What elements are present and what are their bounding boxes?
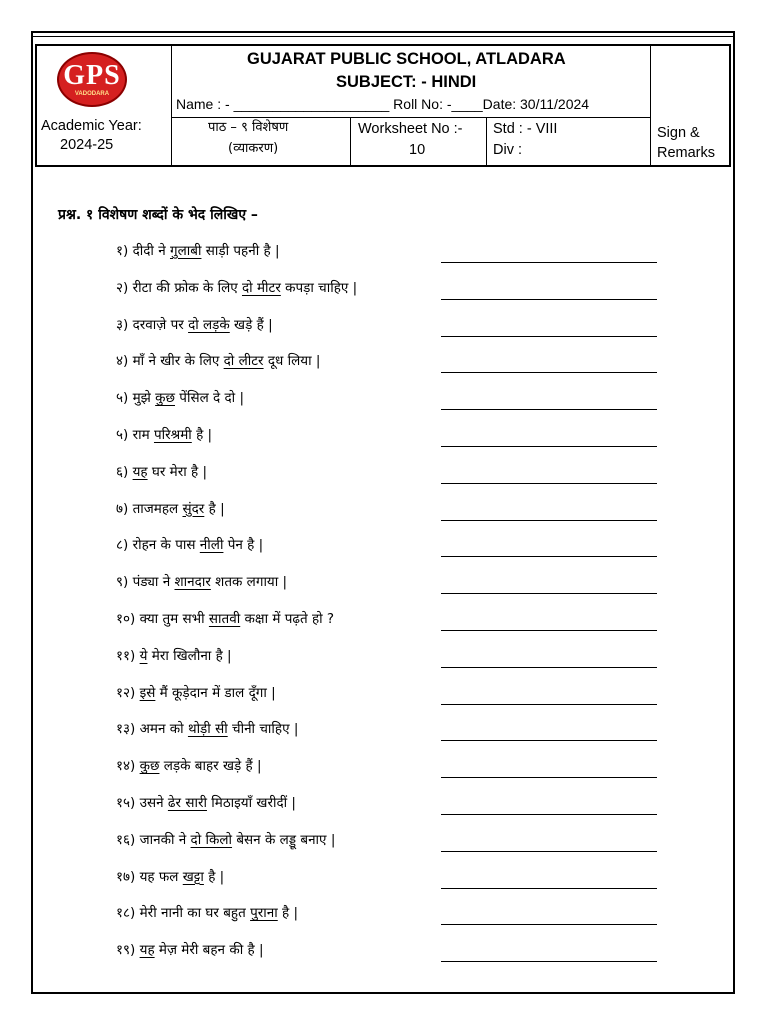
item-text: मैं कूड़ेदान में डाल दूँगा | — [155, 684, 276, 701]
header-divider — [486, 117, 487, 167]
answer-blank[interactable] — [441, 961, 657, 962]
item-text: १७) यह फल — [116, 868, 183, 885]
item-underlined-word: यह — [132, 463, 148, 480]
question-item — [116, 539, 263, 553]
question-item — [116, 831, 336, 848]
question-item — [116, 392, 244, 406]
school-name: GUJARAT PUBLIC SCHOOL, ATLADARA — [247, 50, 566, 68]
item-underlined-word: सुंदर — [182, 500, 205, 517]
question-item — [116, 576, 287, 590]
item-text: मिठाइयाँ खरीदीं | — [206, 795, 296, 811]
item-text: कपड़ा चाहिए | — [280, 279, 358, 296]
item-text: ११) — [116, 647, 140, 664]
question-item — [116, 463, 208, 480]
item-text: १८) मेरी नानी का घर बहुत — [116, 905, 251, 922]
item-text: पेन है | — [223, 537, 264, 554]
answer-blank[interactable] — [441, 888, 657, 889]
item-text: मेज़ मेरी बहन की है | — [154, 942, 264, 959]
item-text: है | — [204, 500, 225, 517]
item-text: ५) राम — [116, 427, 154, 443]
item-underlined-word: कुछ — [139, 758, 160, 775]
name-rollno-date: Name : - ____________________ Roll No: -____Date: 30/11/2024 — [176, 96, 590, 112]
answer-blank[interactable] — [441, 262, 657, 263]
answer-blank[interactable] — [441, 556, 657, 557]
item-text: १३) अमन को — [116, 721, 188, 738]
answer-blank[interactable] — [441, 446, 657, 447]
item-text: ३) दरवाज़े पर — [116, 316, 189, 333]
item-text: ७) ताजमहल — [116, 500, 183, 517]
question-item — [116, 760, 262, 774]
item-underlined-word: थोड़ी सी — [187, 721, 228, 738]
item-text: १२) — [116, 684, 140, 701]
item-underlined-word: दो लड़के — [188, 316, 230, 333]
header-divider — [650, 44, 651, 167]
item-text: दूध लिया | — [263, 353, 321, 370]
item-text: ८) रोहन के पास — [116, 537, 200, 554]
item-underlined-word: पुराना — [250, 905, 278, 922]
item-text: घर मेरा है | — [147, 463, 208, 480]
answer-blank[interactable] — [441, 299, 657, 300]
item-text: ५) मुझे — [116, 390, 156, 407]
worksheet-label: Worksheet No :- — [358, 121, 463, 137]
item-underlined-word: कुछ — [155, 390, 175, 407]
question-item — [116, 684, 276, 701]
question-item — [116, 245, 280, 259]
page-top-rule — [31, 36, 735, 37]
item-text: १५) उसने — [116, 795, 168, 811]
item-underlined-word: दो मीटर — [241, 279, 281, 296]
answer-blank[interactable] — [441, 924, 657, 925]
logo-subtext: VADODARA — [74, 91, 110, 97]
item-underlined-word: शानदार — [174, 574, 211, 591]
item-underlined-word: इसे — [139, 684, 156, 701]
question-item — [116, 355, 320, 369]
logo-text: GPS — [63, 60, 121, 91]
answer-blank[interactable] — [441, 593, 657, 594]
answer-blank[interactable] — [441, 740, 657, 741]
question-item — [116, 944, 264, 958]
item-text: १९) — [116, 942, 140, 959]
answer-blank[interactable] — [441, 630, 657, 631]
item-text: शतक लगाया | — [210, 574, 288, 591]
item-underlined-word: गुलाबी — [169, 243, 202, 259]
academic-year: 2024-25 — [60, 137, 114, 153]
answer-blank[interactable] — [441, 704, 657, 705]
header-divider — [350, 117, 351, 167]
item-text: ४) माँ ने खीर के लिए — [116, 353, 224, 370]
answer-blank[interactable] — [441, 483, 657, 484]
answer-blank[interactable] — [441, 777, 657, 778]
question-item — [116, 723, 298, 737]
question-item — [116, 279, 358, 296]
item-text: १४) — [116, 758, 140, 775]
header-divider — [171, 44, 172, 167]
question-title: प्रश्न. १ विशेषण शब्दों के भेद लिखिए – — [58, 207, 258, 223]
item-underlined-word: यह — [139, 942, 155, 959]
lesson-subtitle: (व्याकरण) — [228, 141, 279, 156]
item-text: ६) — [116, 463, 133, 480]
item-text: पेंसिल दे दो | — [175, 390, 244, 407]
item-text: खड़े हैं | — [229, 316, 273, 333]
item-text: १०) क्या तुम सभी — [116, 611, 209, 627]
lesson-title: पाठ – ९ विशेषण — [208, 120, 289, 135]
item-text: साड़ी पहनी है | — [201, 243, 280, 259]
item-underlined-word: सातवी — [208, 611, 241, 627]
question-item — [116, 500, 225, 517]
item-text: लड़के बाहर खड़े हैं | — [159, 758, 262, 775]
item-text: १६) जानकी ने — [116, 831, 191, 848]
item-underlined-word: नीली — [199, 537, 224, 554]
answer-blank[interactable] — [441, 409, 657, 410]
item-underlined-word: दो किलो — [190, 831, 233, 848]
question-item — [116, 613, 334, 627]
question-item — [116, 647, 232, 664]
item-text: २) रीटा की फ्रोक के लिए — [116, 279, 242, 296]
item-text: चीनी चाहिए | — [227, 721, 299, 738]
item-text: है | — [203, 868, 225, 885]
answer-blank[interactable] — [441, 814, 657, 815]
item-underlined-word: खट्टा — [182, 868, 204, 885]
question-item — [116, 868, 225, 885]
question-item — [116, 797, 296, 811]
academic-year-label: Academic Year: — [41, 118, 142, 134]
answer-blank[interactable] — [441, 372, 657, 373]
item-text: है | — [277, 905, 299, 922]
item-text: बेसन के लड्डू बनाए | — [232, 831, 336, 848]
sign-label: Sign & — [657, 125, 700, 141]
question-item — [116, 316, 273, 333]
answer-blank[interactable] — [441, 851, 657, 852]
answer-blank[interactable] — [441, 520, 657, 521]
item-underlined-word: दो लीटर — [223, 353, 264, 370]
subject: SUBJECT: - HINDI — [336, 73, 477, 91]
item-text: है | — [191, 427, 213, 443]
remarks-label: Remarks — [657, 145, 716, 161]
item-text: १) दीदी ने — [116, 243, 170, 259]
item-underlined-word: ये — [139, 647, 148, 664]
question-item — [116, 429, 212, 443]
answer-blank[interactable] — [441, 667, 657, 668]
item-text: मेरा खिलौना है | — [147, 647, 232, 664]
answer-blank[interactable] — [441, 336, 657, 337]
standard: Std : - VIII — [493, 121, 558, 137]
school-logo — [57, 52, 127, 107]
division: Div : — [493, 142, 522, 158]
worksheet-number: 10 — [409, 142, 426, 158]
header-divider — [171, 117, 650, 118]
item-text: ९) पंड्या ने — [116, 574, 175, 591]
item-underlined-word: परिश्रमी — [153, 427, 192, 443]
item-text: कक्षा में पढ़ते हो ? — [240, 611, 335, 627]
item-underlined-word: ढेर सारी — [167, 795, 207, 811]
question-item — [116, 907, 298, 921]
